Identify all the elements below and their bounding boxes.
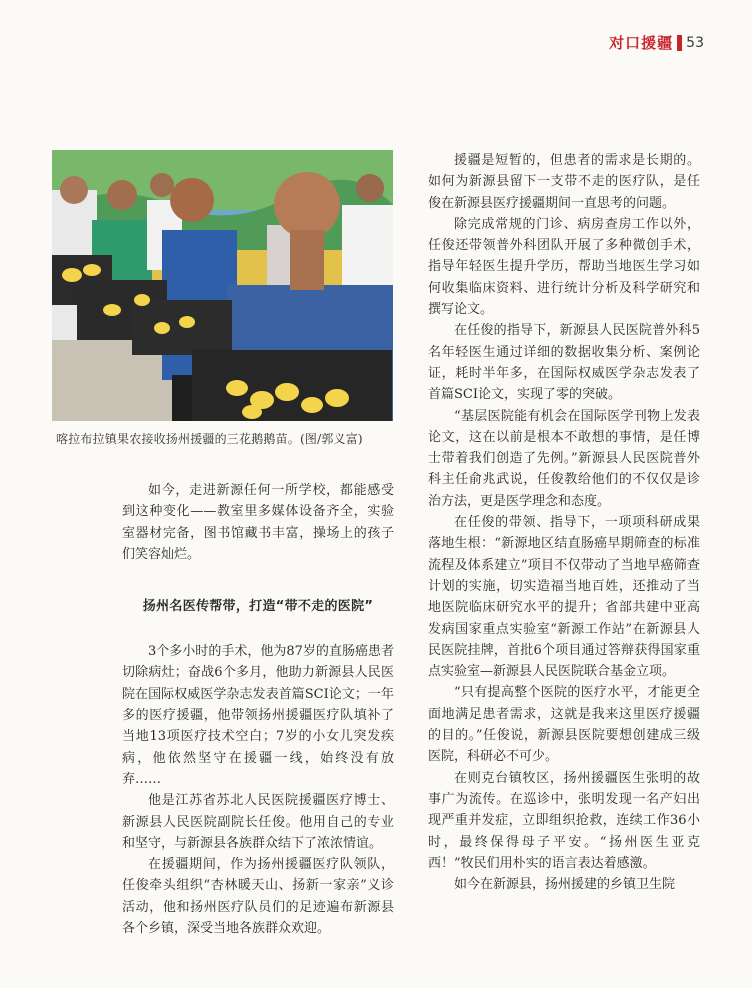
body-paragraph: “基层医院能有机会在国际医学刊物上发表论文，这在以前是根本不敢想的事情，是任博士带着我们创造了先例。”新源县人民医院普外科主任俞兆武说，任俊教给他们的不仅仅是诊治方法，更是医学理念和态度。 [428,408,700,509]
photo-illustration [52,150,393,421]
left-column [122,480,394,939]
body-paragraph: “只有提高整个医院的医疗水平，才能更全面地满足患者需求，这就是我来这里医疗援疆的目的。”任俊说，新源县医院要想创建成三级医院，科研必不可少。 [428,685,700,765]
body-paragraph: 在任俊的指导下，新源县人民医院普外科5名年轻医生通过详细的数据收集分析、案例论证，耗时半年多，在国际权威医学杂志发表了首篇SCI论文，实现了零的突破。 [428,323,700,403]
section-subheading: 扬州名医传帮带，打造“带不走的医院” [142,599,374,615]
right-column [428,150,700,895]
header-divider-bar [677,35,682,51]
photo-caption: 喀拉布拉镇果农接收扬州援疆的三花鹅鹅苗。(图/郭义富) [56,432,363,446]
page-number: 53 [686,34,704,51]
body-paragraph: 在援疆期间，作为扬州援疆医疗队领队，任俊牵头组织“杏林暖天山、扬新一家亲”义诊活动，他和扬州医疗队员们的足迹遍布新源县各个乡镇，深受当地各族群众欢迎。 [122,857,394,937]
body-paragraph: 如今在新源县，扬州援建的乡镇卫生院 [454,877,676,893]
body-paragraph: 除完成常规的门诊、病房查房工作以外，任俊还带领普外科团队开展了多种微创手术，指导年轻医生提升学历，帮助当地医生学习如何收集临床资料、进行统计分析及科学研究和撰写论文。 [428,216,700,318]
body-paragraph: 他是江苏省苏北人民医院援疆医疗博士、新源县人民医院副院长任俊。他用自己的专业和坚守，与新源县各族群众结下了浓浓情谊。 [122,793,394,851]
body-paragraph: 援疆是短暂的，但患者的需求是长期的。如何为新源县留下一支带不走的医疗队，是任俊在新源县医疗援疆期间一直思考的问题。 [428,153,700,211]
body-paragraph: 在任俊的带领、指导下，一项项科研成果落地生根：“新源地区结直肠癌早期筛查的标准流程及体系建立”项目不仅带动了当地早癌筛查计划的实施，切实造福当地百姓，还推动了当地医院临床研究水平的提升；省部共建中亚高发病国家重点实验室“新源工作站”在新源县人民医院挂牌，首批6个项目通过答辩获得国家重点实验室—新源县人民医院联合基金立项。 [428,515,700,680]
body-paragraph: 在则克台镇牧区，扬州援疆医生张明的故事广为流传。在巡诊中，张明发现一名产妇出现严重并发症，立即组织抢救，连续工作36小时，最终保得母子平安。“扬州医生亚克西！”牧民们用朴实的语言表达着感激。 [428,770,700,871]
page-header [609,32,704,53]
section-title: 对口援疆 [609,34,674,52]
news-photo [52,150,393,421]
intro-paragraph: 如今，走进新源任何一所学校，都能感受到这种变化——教室里多媒体设备齐全，实验室器材完备，图书馆藏书丰富，操场上的孩子们笑容灿烂。 [122,483,394,562]
body-paragraph: 3个多小时的手术，他为87岁的直肠癌患者切除病灶；奋战6个多月，他助力新源县人民医院在国际权威医学杂志发表首篇SCI论文；一年多的医疗援疆，他带领扬州援疆医疗队填补了当地13项医疗技术空白；7岁的小女儿突发疾病，他依然坚守在援疆一线，始终没有放弃…… [122,644,394,787]
